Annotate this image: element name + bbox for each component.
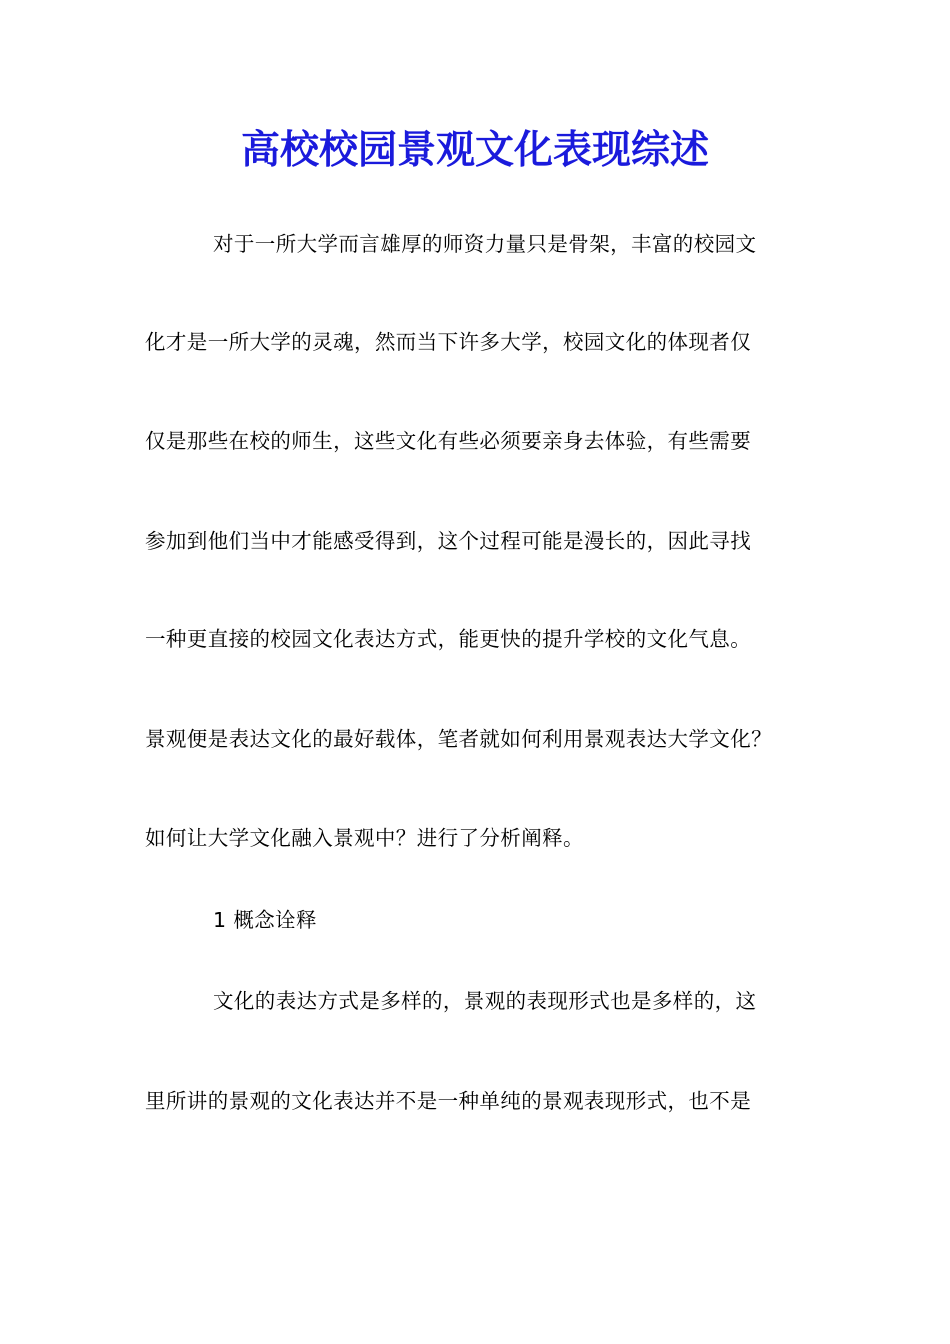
paragraph-line: 仅是那些在校的师生，这些文化有些必须要亲身去体验，有些需要 [145, 429, 752, 453]
paragraph-line: 文化的表达方式是多样的，景观的表现形式也是多样的，这 [213, 989, 757, 1013]
paragraph-line: 参加到他们当中才能感受得到，这个过程可能是漫长的，因此寻找 [145, 529, 752, 553]
paragraph-line: 对于一所大学而言雄厚的师资力量只是骨架，丰富的校园文 [213, 232, 757, 256]
paragraph-line: 景观便是表达文化的最好载体，笔者就如何利用景观表达大学文化？ [145, 727, 772, 751]
document-title: 高校校园景观文化表现综述 [240, 127, 709, 173]
paragraph-line: 如何让大学文化融入景观中？进行了分析阐释。 [145, 826, 584, 850]
paragraph-line: 化才是一所大学的灵魂，然而当下许多大学，校园文化的体现者仅 [145, 330, 752, 354]
section-heading: 1 概念诠释 [213, 908, 317, 932]
paragraph-line: 一种更直接的校园文化表达方式，能更快的提升学校的文化气息。 [145, 627, 752, 651]
paragraph-line: 里所讲的景观的文化表达并不是一种单纯的景观表现形式，也不是 [145, 1089, 752, 1113]
